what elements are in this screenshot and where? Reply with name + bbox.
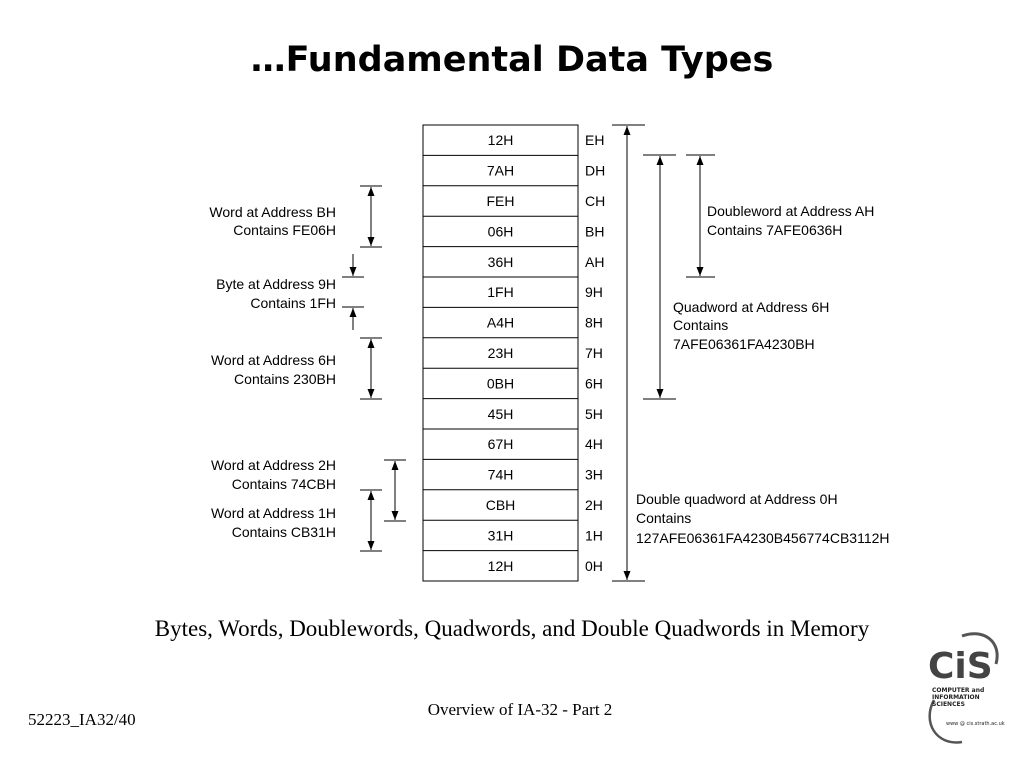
- doubleword-label: Doubleword at Address AH: [707, 203, 875, 219]
- logo-wordmark: CiS: [928, 646, 993, 687]
- word-2h-contents: Contains 74CBH: [231, 476, 336, 492]
- byte-value: 74H: [487, 466, 514, 483]
- left-brackets: [342, 186, 406, 551]
- word-1h-label: Word at Address 1H: [210, 505, 336, 521]
- word-6h-contents: Contains 230BH: [234, 371, 336, 387]
- byte-address: 4H: [585, 436, 603, 453]
- byte-address: DH: [585, 162, 606, 179]
- byte-value: 31H: [487, 527, 514, 544]
- byte-address: 1H: [585, 527, 603, 544]
- logo-line-1: COMPUTER and: [932, 687, 985, 694]
- word-2h-label: Word at Address 2H: [210, 457, 336, 473]
- byte-address: 5H: [585, 405, 603, 422]
- byte-address: BH: [585, 223, 605, 240]
- byte-value: 12H: [487, 132, 514, 149]
- byte-address: 8H: [585, 314, 603, 331]
- byte-9h-contents: Contains 1FH: [250, 295, 336, 311]
- right-annotations: [636, 203, 890, 546]
- byte-address: EH: [585, 132, 605, 149]
- byte-address: 6H: [585, 375, 603, 392]
- double-quadword-label: Double quadword at Address 0H: [636, 491, 838, 507]
- word-1h-contents: Contains CB31H: [231, 524, 336, 540]
- left-annotations: [209, 204, 336, 540]
- byte-value: 45H: [487, 405, 514, 422]
- logo-line-3: SCIENCES: [932, 701, 965, 708]
- byte-address: 9H: [585, 284, 603, 301]
- word-bh-label: Word at Address BH: [209, 204, 336, 220]
- quadword-label: Quadword at Address 6H: [673, 299, 830, 315]
- byte-value: A4H: [486, 314, 515, 331]
- logo-url: www @ cis.strath.ac.uk: [946, 721, 1005, 727]
- double-quadword-value: 127AFE06361FA4230B456774CB3112H: [636, 530, 890, 546]
- doubleword-contents: Contains 7AFE0636H: [707, 222, 843, 238]
- quadword-value: 7AFE06361FA4230BH: [673, 336, 815, 352]
- footer-title: Overview of IA-32 - Part 2: [427, 700, 613, 719]
- byte-value: 7AH: [486, 162, 515, 179]
- word-6h-label: Word at Address 6H: [210, 352, 336, 368]
- byte-address: 3H: [585, 466, 603, 483]
- byte-9h-label: Byte at Address 9H: [216, 276, 336, 292]
- byte-value: 0BH: [486, 375, 515, 392]
- byte-address: AH: [585, 253, 605, 270]
- cis-logo: [922, 630, 1014, 750]
- byte-value: 1FH: [487, 284, 514, 301]
- word-bh-contents: Contains FE06H: [233, 222, 336, 238]
- logo-line-2: INFORMATION: [932, 694, 980, 701]
- byte-value: 06H: [487, 223, 514, 240]
- figure-caption: Bytes, Words, Doublewords, Quadwords, and Double Quadwords in Memory: [154, 616, 870, 641]
- byte-value: FEH: [486, 193, 515, 209]
- byte-address: CH: [585, 193, 606, 209]
- byte-value: 67H: [487, 436, 514, 453]
- byte-value: 36H: [487, 253, 514, 270]
- slide-title: …Fundamental Data Types: [250, 40, 774, 80]
- double-quadword-contains: Contains: [636, 510, 692, 526]
- byte-address: 0H: [585, 557, 603, 574]
- byte-value: CBH: [485, 497, 516, 513]
- byte-address: 2H: [585, 497, 603, 513]
- quadword-contains: Contains: [673, 317, 729, 333]
- byte-value: 12H: [487, 557, 514, 574]
- byte-value: 23H: [487, 345, 514, 361]
- slide-number: 52223_IA32/40: [28, 710, 136, 729]
- byte-address: 7H: [585, 345, 603, 361]
